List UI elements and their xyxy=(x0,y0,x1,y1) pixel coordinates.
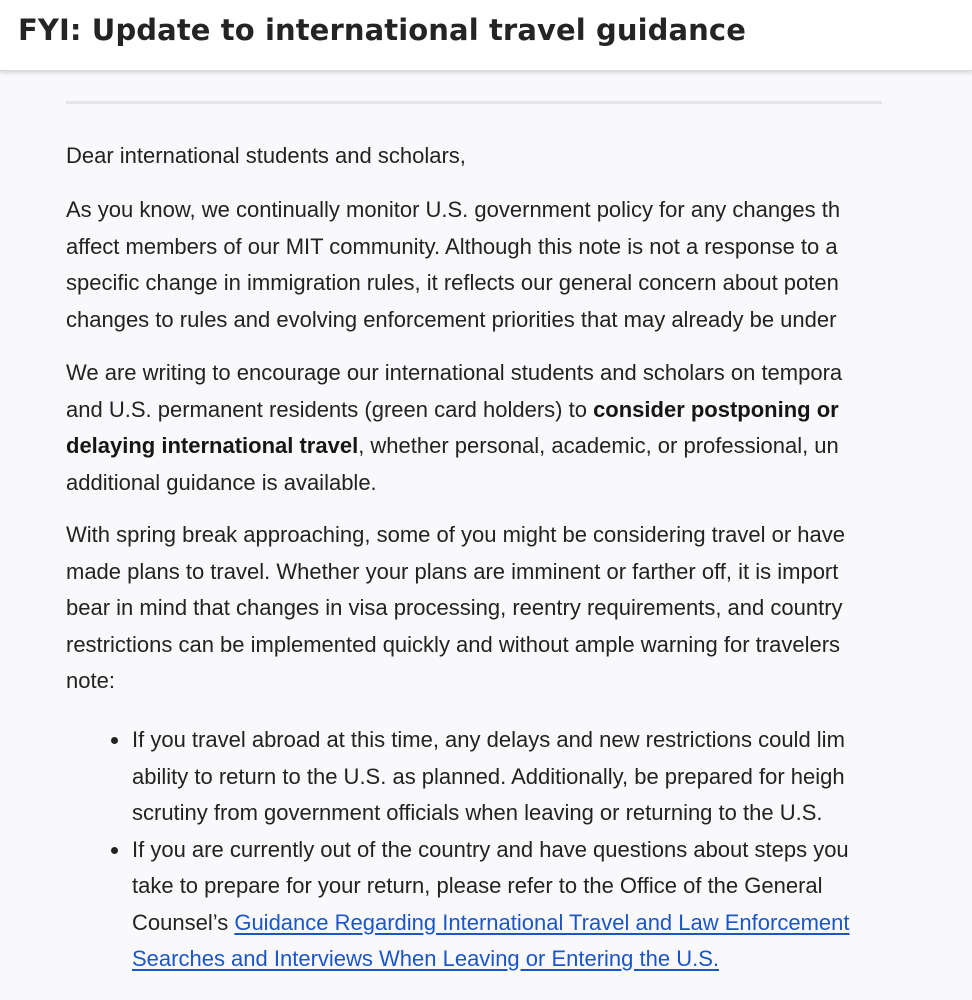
greeting xyxy=(66,138,882,175)
emphasis-text: delaying international travel xyxy=(66,433,359,458)
list-item-line: If you are currently out of the country and have questions about steps you xyxy=(132,836,849,862)
paragraph-2-line: additional guidance is available. xyxy=(66,469,377,495)
email-subject-title: FYI: Update to international travel guidance xyxy=(18,13,746,47)
paragraph-3-line: restrictions can be implemented quickly and without ample warning for travelers xyxy=(66,631,841,657)
guidance-link[interactable]: Guidance Regarding International Travel and Law Enforcement xyxy=(234,909,850,935)
paragraph-2-line xyxy=(66,392,882,429)
paragraph-2 xyxy=(66,355,882,501)
list-item-line: If you travel abroad at this time, any delays and new restrictions could lim xyxy=(132,727,845,752)
bullet-dot-icon xyxy=(111,847,118,854)
list-item-line: take to prepare for your return, please refer to the Office of the General xyxy=(132,873,823,898)
list-item-line xyxy=(132,905,849,942)
email-body xyxy=(66,71,882,1000)
list-item-line: ability to return to the U.S. as planned. Additionally, be prepared for heigh xyxy=(132,763,845,789)
paragraph-1-line: changes to rules and evolving enforcement priorities that may already be under xyxy=(66,306,837,332)
paragraph-2-text: , whether personal, academic, or professional, un xyxy=(358,433,839,458)
greeting-line: Dear international students and scholars, xyxy=(66,143,466,168)
bullet-dot-icon xyxy=(111,737,118,744)
paragraph-3 xyxy=(66,517,882,700)
emphasis-text: consider postponing or xyxy=(593,396,839,422)
list-item-text: Counsel’s xyxy=(132,909,235,935)
paragraph-3-line: bear in mind that changes in visa processing, reentry requirements, and country xyxy=(66,595,843,620)
paragraph-1-line: affect members of our MIT community. Although this note is not a response to a xyxy=(66,233,838,259)
paragraph-2-line: We are writing to encourage our international students and scholars on tempora xyxy=(66,360,843,385)
list-item-line: scrutiny from government officials when leaving or returning to the U.S. xyxy=(132,800,823,825)
paragraph-3-line: note: xyxy=(66,668,115,693)
guidance-link-continued[interactable]: Searches and Interviews When Leaving or Entering the U.S. xyxy=(132,946,719,971)
list-item xyxy=(66,832,849,978)
paragraph-2-line xyxy=(66,428,882,465)
list-item-line xyxy=(132,941,849,978)
paragraph-1-line: specific change in immigration rules, it reflects our general concern about poten xyxy=(66,270,839,295)
paragraph-1-line: As you know, we continually monitor U.S. government policy for any changes th xyxy=(66,197,841,222)
bullet-list xyxy=(66,722,849,978)
paragraph-3-line: made plans to travel. Whether your plans are imminent or farther off, it is import xyxy=(66,558,839,584)
list-item xyxy=(66,722,849,832)
paragraph-2-text: and U.S. permanent residents (green card holders) to xyxy=(66,396,594,422)
header-bar xyxy=(0,0,972,71)
divider xyxy=(66,101,882,104)
paragraph-3-line: With spring break approaching, some of you might be considering travel or have xyxy=(66,522,845,547)
paragraph-1 xyxy=(66,192,882,338)
